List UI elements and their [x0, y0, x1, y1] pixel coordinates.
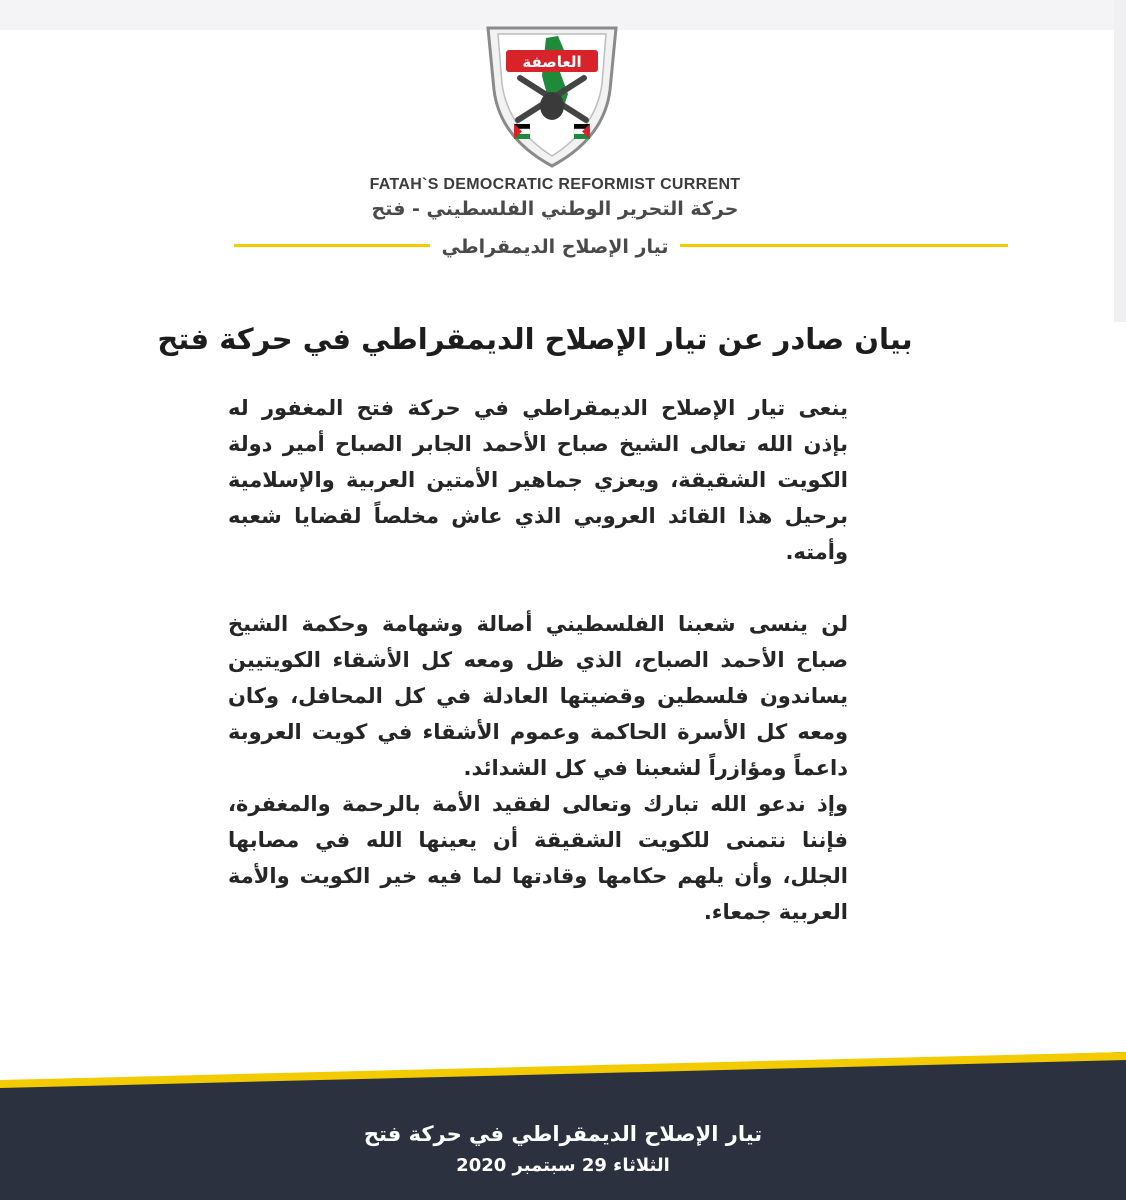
organization-name-arabic: حركة التحرير الوطني الفلسطيني - فتح	[371, 198, 739, 220]
right-frame-band	[1114, 0, 1126, 322]
organization-subtitle-text: تيار الإصلاح الديمقراطي	[430, 236, 681, 258]
footer-date: الثلاثاء 29 سبتمبر 2020	[456, 1155, 670, 1176]
organization-name-english: FATAH`S DEMOCRATIC REFORMIST CURRENT	[369, 176, 741, 193]
fatah-emblem-logo	[484, 20, 620, 168]
statement-paragraph-2: لن ينسى شعبنا الفلسطيني أصالة وشهامة وحكمة الشيخ صباح الأحمد الصباح، الذي ظل ومعه كل الأشقاء الكويتيين يساندون فلسطين وقضيتها العادلة في كل المحافل، وكان ومعه كل الأسرة الحاكمة وعموم الأشقاء في كويت العروبة داعماً ومؤازراً لشعبنا في كل الشدائد.	[228, 612, 848, 780]
svg-text:العاصفة: العاصفة	[522, 53, 582, 71]
statement-paragraph-1: ينعى تيار الإصلاح الديمقراطي في حركة فتح المغفور له بإذن الله تعالى الشيخ صباح الأحمد الجابر الصباح أمير دولة الكويت الشقيقة، ويعزي جماهير الأمتين العربية والإسلامية برحيل هذا القائد العروبي الذي عاش مخلصاً لقضايا شعبه وأمته.	[228, 396, 848, 564]
statement-body	[228, 390, 848, 930]
statement-title: بيان صادر عن تيار الإصلاح الديمقراطي في حركة فتح	[157, 322, 913, 356]
footer-organization-name: تيار الإصلاح الديمقراطي في حركة فتح	[363, 1122, 763, 1146]
organization-subtitle-arabic	[340, 236, 770, 258]
statement-paragraph-3: وإذ ندعو الله تبارك وتعالى لفقيد الأمة بالرحمة والمغفرة، فإننا نتمنى للكويت الشقيقة أن يعينها الله في مصابها الجلل، وأن يلهم حكامها وقادتها لما فيه خير الكويت والأمة العربية جمعاء.	[228, 792, 848, 924]
